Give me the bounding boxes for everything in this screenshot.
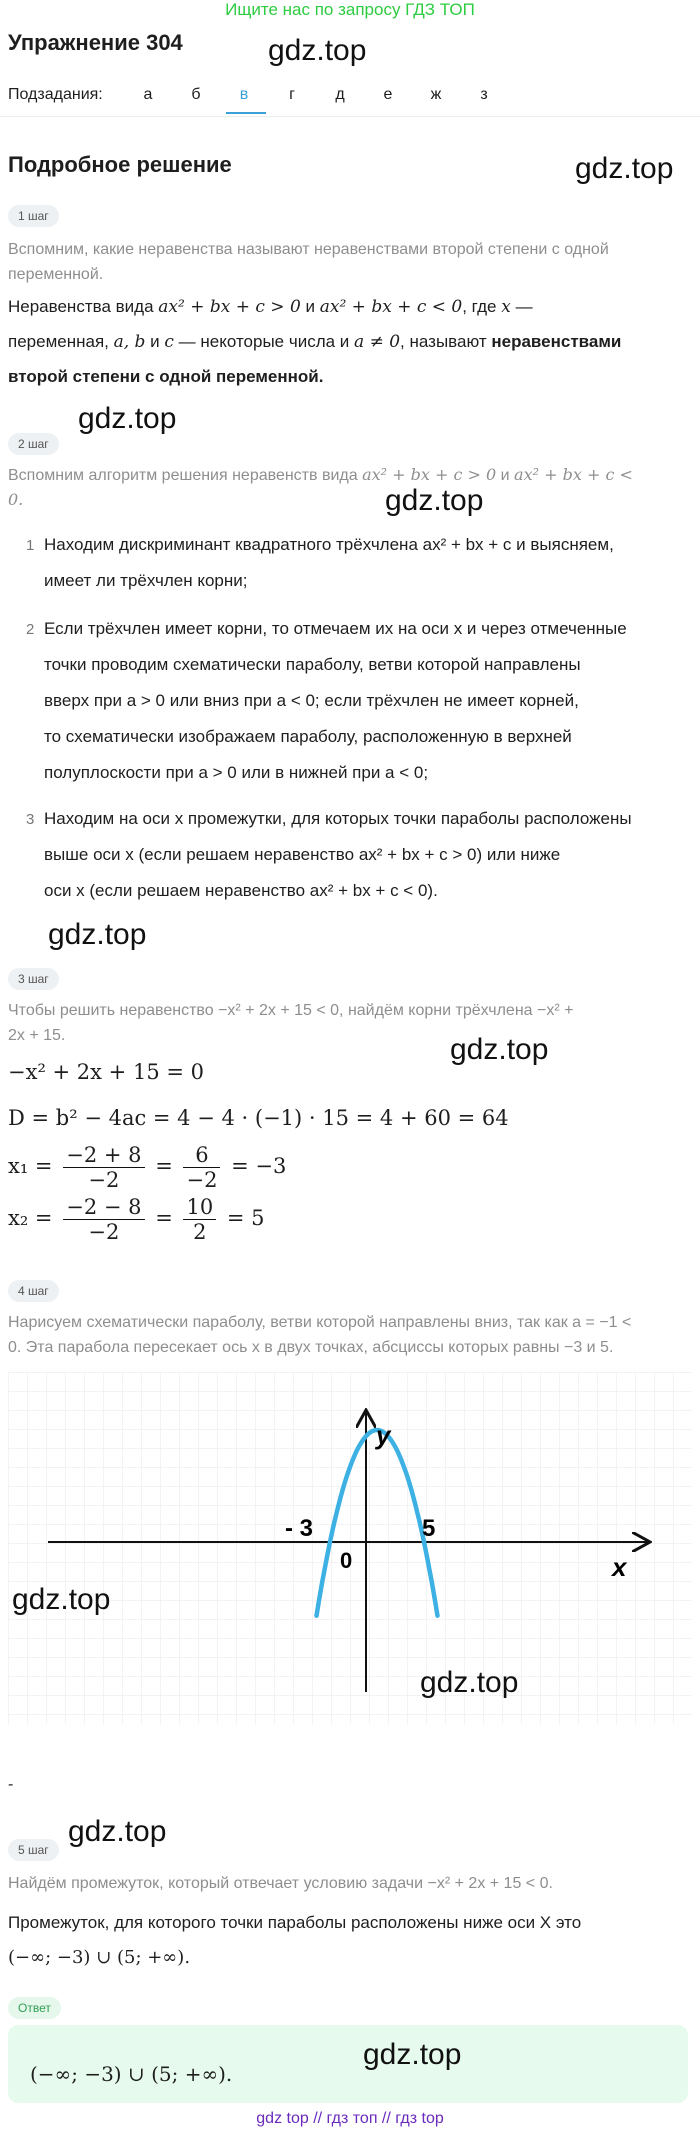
parabola-graph xyxy=(8,1372,692,1724)
step-4-badge: 4 шаг xyxy=(8,1280,59,1302)
tab-subtask-zh[interactable]: ж xyxy=(430,86,442,103)
list-item-2-line-3: вверх при a > 0 или вниз при a < 0; если трёхчлен не имеет корней, xyxy=(44,691,579,710)
step-1-line-2: переменная, a, b и c — некоторые числа и a ≠ 0, называют неравенствами xyxy=(8,332,622,352)
step-1-line-1: Неравенства вида ax² + bx + c > 0 и ax² + bx + c < 0, где x — xyxy=(8,297,533,317)
watermark: gdz.top xyxy=(450,1033,549,1066)
root-label-left: - 3 xyxy=(285,1515,314,1542)
list-item-number: 1 xyxy=(26,537,35,554)
watermark: gdz.top xyxy=(385,484,484,517)
tab-subtask-z[interactable]: з xyxy=(480,86,488,103)
origin-label: 0 xyxy=(340,1548,353,1573)
step-5-badge: 5 шаг xyxy=(8,1839,59,1861)
watermark: gdz.top xyxy=(268,34,367,67)
page-title: Упражнение 304 xyxy=(8,30,183,55)
step-1-intro: Вспомним, какие неравенства называют неравенствами второй степени с одной переменной. xyxy=(8,241,609,283)
step-2-intro: Вспомним алгоритм решения неравенств вида ax² + bx + c > 0 и ax² + bx + c < xyxy=(8,465,633,484)
equation-root-2: x₂ = $\frac{-2 - 8}{-2}$ = $\frac{10}{2}$ = 5 xyxy=(8,1195,265,1244)
watermark: gdz.top xyxy=(12,1583,111,1616)
step-3-intro-line-1: Чтобы решить неравенство −x² + 2x + 15 < 0, найдём корни трёхчлена −x² + xyxy=(8,1002,574,1019)
list-item-3-line-3: оси x (если решаем неравенство ax² + bx + c < 0). xyxy=(44,881,438,900)
step-1-line-3: второй степени с одной переменной. xyxy=(8,367,324,386)
axis-label-x: x xyxy=(612,1552,627,1582)
axis-label-y: y xyxy=(376,1420,391,1450)
answer-value: (−∞; −3) ∪ (5; +∞). xyxy=(30,2062,233,2086)
list-item-1-line-2: имеет ли трёхчлен корни; xyxy=(44,571,248,590)
list-item-2-line-4: то схематически изображаем параболу, расположенную в верхней xyxy=(44,727,572,746)
step-5-intro: Найдём промежуток, который отвечает условию задачи −x² + 2x + 15 < 0. xyxy=(8,1875,553,1892)
list-item-number: 3 xyxy=(26,811,35,828)
step-2-intro-end: 0. xyxy=(8,490,24,509)
tab-subtask-g[interactable]: г xyxy=(289,86,295,103)
equation-discriminant: D = b² − 4ac = 4 − 4 · (−1) · 15 = 4 + 60 = 64 xyxy=(8,1106,509,1130)
watermark: gdz.top xyxy=(48,918,147,951)
list-item-number: 2 xyxy=(26,621,35,638)
step-1-badge: 1 шаг xyxy=(8,205,59,227)
list-item-2-line-5: полуплоскости при a > 0 или в нижней при a < 0; xyxy=(44,763,429,782)
tab-subtask-v[interactable]: в xyxy=(239,86,249,103)
step-3-badge: 3 шаг xyxy=(8,968,59,990)
step-2-badge: 2 шаг xyxy=(8,433,59,455)
root-label-right: 5 xyxy=(422,1515,436,1542)
step-4-intro-line-2: 0. Эта парабола пересекает ось x в двух точках, абсциссы которых равны −3 и 5. xyxy=(8,1339,614,1356)
step-5-interval: (−∞; −3) ∪ (5; +∞). xyxy=(8,1947,191,1968)
tab-subtask-b[interactable]: б xyxy=(191,86,201,103)
equation-quadratic: −x² + 2x + 15 = 0 xyxy=(8,1060,204,1084)
tab-subtask-a[interactable]: а xyxy=(143,86,153,103)
list-item-3-line-1: Находим на оси x промежутки, для которых точки параболы расположены xyxy=(44,809,632,828)
list-item-3-line-2: выше оси x (если решаем неравенство ax² + bx + c > 0) или ниже xyxy=(44,845,561,864)
watermark: gdz.top xyxy=(575,152,674,185)
list-item-1-line-1: Находим дискриминант квадратного трёхчлена ax² + bx + c и выясняем, xyxy=(44,535,614,554)
separator-dash: - xyxy=(8,1776,14,1793)
section-title: Подробное решение xyxy=(8,152,232,177)
tab-subtask-d[interactable]: д xyxy=(335,86,345,103)
footer-links[interactable]: gdz top // гдз топ // гдз top xyxy=(256,2110,444,2127)
step-3-intro-line-2: 2x + 15. xyxy=(8,1027,66,1044)
answer-badge: Ответ xyxy=(8,1997,61,2019)
watermark: gdz.top xyxy=(68,1815,167,1848)
watermark: gdz.top xyxy=(78,402,177,435)
subtasks-label: Подзадания: xyxy=(8,86,103,103)
active-tab-indicator xyxy=(226,112,266,114)
top-banner-link[interactable]: Ищите нас по запросу ГДЗ ТОП xyxy=(225,0,475,19)
list-item-2-line-1: Если трёхчлен имеет корни, то отмечаем их на оси x и через отмеченные xyxy=(44,619,627,638)
step-4-intro-line-1: Нарисуем схематически параболу, ветви которой направлены вниз, так как a = −1 < xyxy=(8,1314,632,1331)
divider xyxy=(0,116,700,117)
tab-subtask-e[interactable]: е xyxy=(383,86,393,103)
step-5-line-1: Промежуток, для которого точки параболы расположены ниже оси X это xyxy=(8,1913,582,1932)
watermark: gdz.top xyxy=(363,2038,462,2071)
equation-root-1: x₁ = $\frac{-2 + 8}{-2}$ = $\frac{6}{-2}$ = −3 xyxy=(8,1143,287,1192)
watermark: gdz.top xyxy=(420,1666,519,1699)
list-item-2-line-2: точки проводим схематически параболу, ветви которой направлены xyxy=(44,655,581,674)
